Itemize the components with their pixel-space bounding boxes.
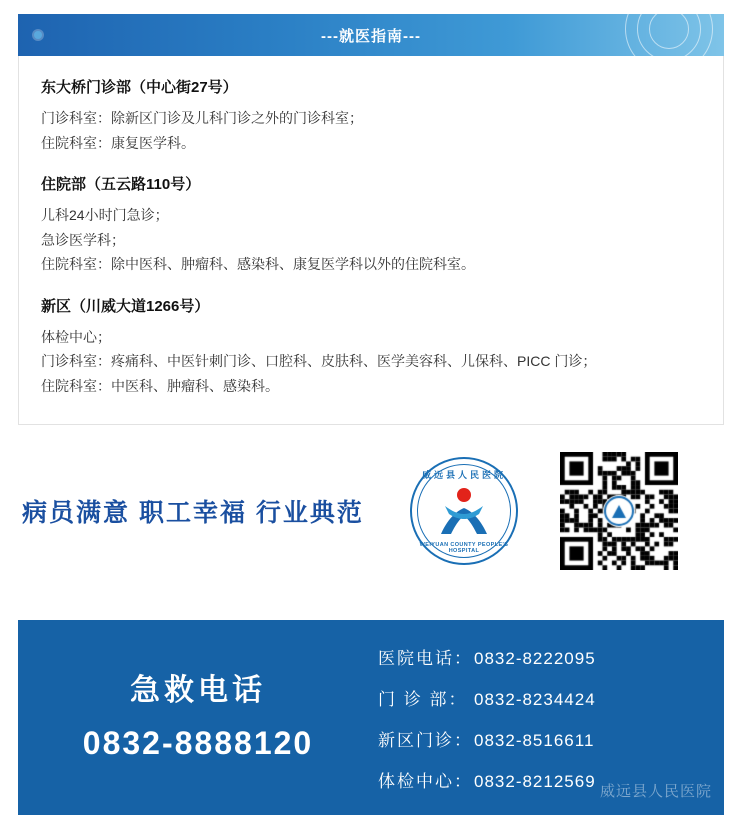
contact-value: 0832-8212569 [474,771,596,791]
contact-label: 体检中心： [378,771,473,791]
contact-row [378,726,710,751]
guide-section [41,173,701,277]
brand-strip [18,451,724,571]
contact-row [378,644,710,669]
section-line: 体检中心； [41,328,111,345]
emblem-bottom-text: WEIYUAN COUNTY PEOPLE'S HOSPITAL [419,542,509,554]
contact-label: 门 诊 部： [378,689,468,709]
emblem-top-text: 威远县人民医院 [421,470,506,480]
section-line: 门诊科室：除新区门诊及儿科门诊之外的门诊科室； [41,110,363,126]
guide-section [41,76,701,155]
footer-watermark: 威远县人民医院 [599,783,712,800]
contact-footer [18,620,724,815]
contact-list [378,644,724,792]
contact-row [378,685,710,710]
contact-value: 0832-8234424 [474,689,596,709]
emergency-label: 急救电话 [130,674,266,707]
section-line: 住院科室：中医科、肿瘤科、感染科。 [41,377,279,394]
contact-label: 新区门诊： [378,730,473,750]
section-title: 住院部（五云路110号） [41,176,201,193]
guide-banner [18,14,724,56]
contact-value: 0832-8222095 [474,648,596,668]
section-line: 住院科室：除中医科、肿瘤科、感染科、康复医学科以外的住院科室。 [41,256,475,272]
section-title: 新区（川威大道1266号） [41,297,210,315]
contact-value: 0832-8516611 [474,730,595,750]
guide-card [18,56,724,425]
contact-label: 医院电话： [378,648,473,668]
emblem-mark-icon [433,490,495,536]
emergency-number: 0832-8888120 [82,725,314,761]
slogan-text: 病员满意 职工幸福 行业典范 [22,499,364,527]
section-line: 儿科24小时门急诊； [41,207,169,223]
qr-code-image [560,452,678,570]
section-line: 住院科室：康复医学科。 [41,134,195,151]
section-line: 门诊科室：疼痛科、中医针刺门诊、口腔科、皮肤科、医学美容科、儿保科、PICC 门诊； [41,353,597,369]
brand-strip-right [410,452,724,570]
emergency-block [18,665,378,770]
section-line: 急诊医学科； [41,231,125,248]
guide-section [41,295,701,399]
hospital-emblem-icon [410,457,518,565]
section-title: 东大桥门诊部（中心街27号） [41,79,238,96]
banner-title: ---就医指南--- [321,27,421,45]
